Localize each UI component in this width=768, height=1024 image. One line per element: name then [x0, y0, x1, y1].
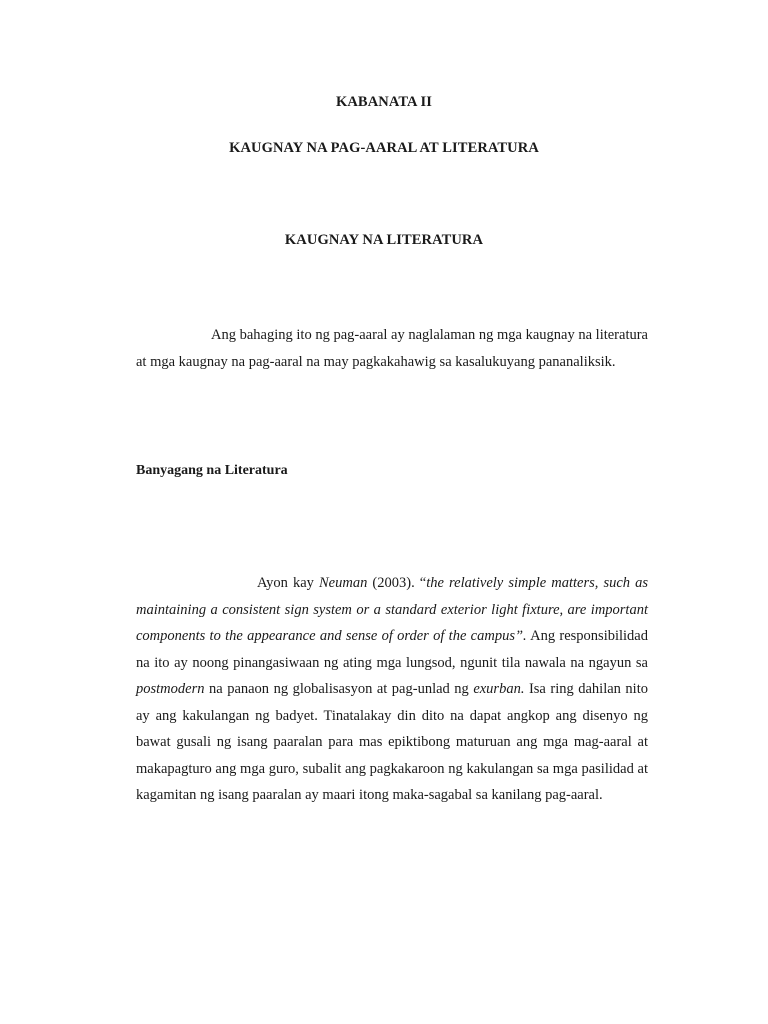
body-text: Ang responsibilidad na ito ay noong pinangasiwaan ng ating mga lungsod, ngunit tila nawala na ngayun sa	[136, 628, 648, 671]
author-name: Neuman	[319, 575, 368, 591]
body-text: Ayon kay	[257, 575, 319, 591]
body-text: (2003). “	[367, 575, 427, 591]
term-exurban: exurban.	[473, 681, 525, 697]
section-title: KAUGNAY NA LITERATURA	[284, 232, 484, 248]
body-text: Isa ring dahilan nito ay ang kakulangan ng badyet. Tinatalakay din dito na dapat angkop ang disenyo ng bawat gusali ng isang paaralan para mas epiktibong maturuan ang mga mag-aaral at makapagturo ang mga guro, subalit ang pagkakaroon ng kakulangan sa mga pasilidad at kagamitan ng isang paaralan ay maari itong maka-sagabal sa kanilang pag-aaral.	[136, 681, 648, 803]
body-paragraph	[136, 570, 648, 809]
term-postmodern: postmodern	[136, 681, 205, 697]
chapter-heading: KABANATA II	[335, 94, 433, 110]
intro-paragraph: Ang bahaging ito ng pag-aaral ay naglalaman ng mga kaugnay na literatura at mga kaugnay na pag-aaral na may pagkakahawig sa kasalukuyang pananaliksik.	[136, 327, 648, 370]
quotation: the relatively simple matters, such as maintaining a consistent sign system or a standard exterior light fixture, are important components to the appearance and sense of order of the campus”.	[136, 575, 649, 644]
chapter-title: KAUGNAY NA PAG-AARAL AT LITERATURA	[229, 140, 539, 156]
body-text: na panaon ng globalisasyon at pag-unlad ng	[204, 681, 474, 697]
subsection-heading: Banyagang na Literatura	[136, 463, 288, 478]
